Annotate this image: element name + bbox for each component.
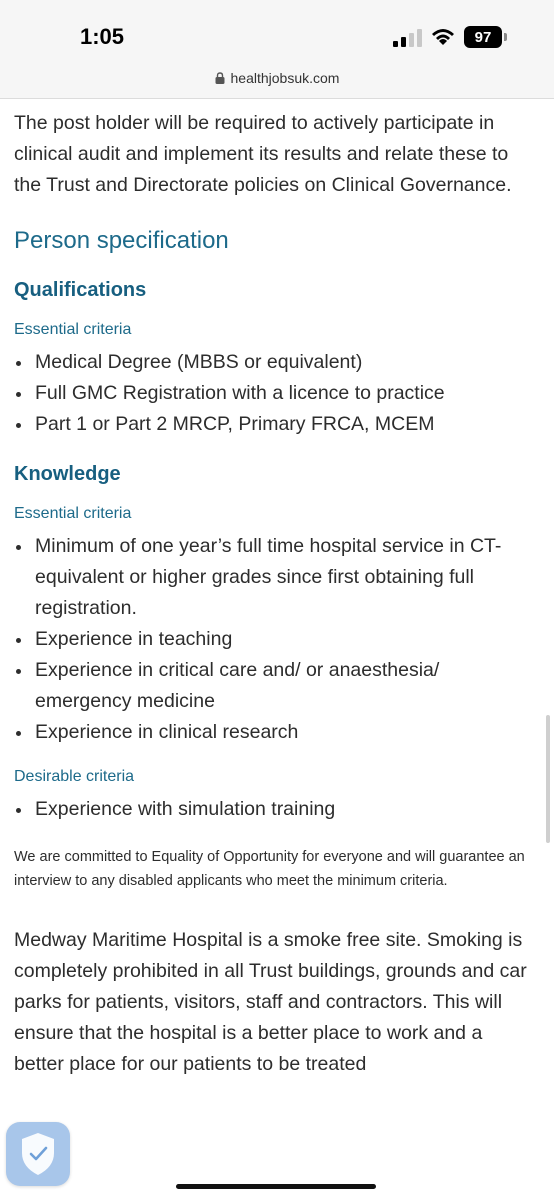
- knowledge-essential-list: [14, 531, 534, 748]
- url-display[interactable]: [0, 70, 554, 86]
- knowledge-desirable-label: Desirable criteria: [14, 768, 135, 785]
- privacy-shield-button[interactable]: [6, 1122, 70, 1186]
- person-specification-heading: Person specification: [14, 227, 229, 254]
- shield-check-icon: [18, 1131, 58, 1177]
- status-bar: [0, 0, 554, 64]
- knowledge-desirable-list: [14, 794, 534, 825]
- url-text: healthjobsuk.com: [230, 70, 340, 86]
- wifi-icon: [430, 27, 456, 47]
- lock-icon: [215, 72, 225, 84]
- bullet-icon: [16, 361, 21, 366]
- list-item: Minimum of one year’s full time hospital service in CT-equivalent or higher grades since first obtaining full registration.: [14, 531, 534, 624]
- qualifications-heading: Qualifications: [14, 279, 147, 301]
- bullet-icon: [16, 731, 21, 736]
- scrollbar-thumb[interactable]: [546, 715, 550, 843]
- bullet-icon: [16, 423, 21, 428]
- knowledge-essential-label: Essential criteria: [14, 505, 132, 522]
- qualifications-essential-label: Essential criteria: [14, 321, 132, 338]
- bullet-icon: [16, 392, 21, 397]
- bullet-icon: [16, 638, 21, 643]
- list-item: Experience with simulation training: [14, 794, 534, 825]
- status-time: 1:05: [80, 24, 125, 49]
- list-item: Experience in critical care and/ or anaesthesia/ emergency medicine: [14, 655, 534, 717]
- qualifications-essential-list: [14, 347, 534, 440]
- home-indicator[interactable]: [176, 1184, 376, 1189]
- bullet-icon: [16, 808, 21, 813]
- battery-level: 97: [474, 28, 492, 46]
- bullet-icon: [16, 669, 21, 674]
- battery-tip: [504, 33, 507, 41]
- knowledge-heading: Knowledge: [14, 463, 121, 485]
- smoke-free-paragraph: Medway Maritime Hospital is a smoke free site. Smoking is completely prohibited in all Trust buildings, grounds and car parks for patients, visitors, staff and contractors. This will ensure that the hospital is a better place to work and a better place for our patients to be treated: [14, 929, 527, 1075]
- list-item: Full GMC Registration with a licence to practice: [14, 378, 534, 409]
- intro-paragraph: The post holder will be required to actively participate in clinical audit and implement its results and relate these to the Trust and Directorate policies on Clinical Governance.: [14, 112, 512, 196]
- job-description-content: [14, 108, 534, 1080]
- cellular-signal-icon: [393, 29, 423, 47]
- browser-url-bar[interactable]: [0, 64, 554, 99]
- battery-icon: [464, 26, 502, 48]
- list-item: Experience in teaching: [14, 624, 534, 655]
- list-item: Medical Degree (MBBS or equivalent): [14, 347, 534, 378]
- list-item: Experience in clinical research: [14, 717, 534, 748]
- list-item: Part 1 or Part 2 MRCP, Primary FRCA, MCEM: [14, 409, 534, 440]
- equality-statement: We are committed to Equality of Opportunity for everyone and will guarantee an interview to any disabled applicants who meet the minimum criteria.: [14, 849, 525, 889]
- bullet-icon: [16, 545, 21, 550]
